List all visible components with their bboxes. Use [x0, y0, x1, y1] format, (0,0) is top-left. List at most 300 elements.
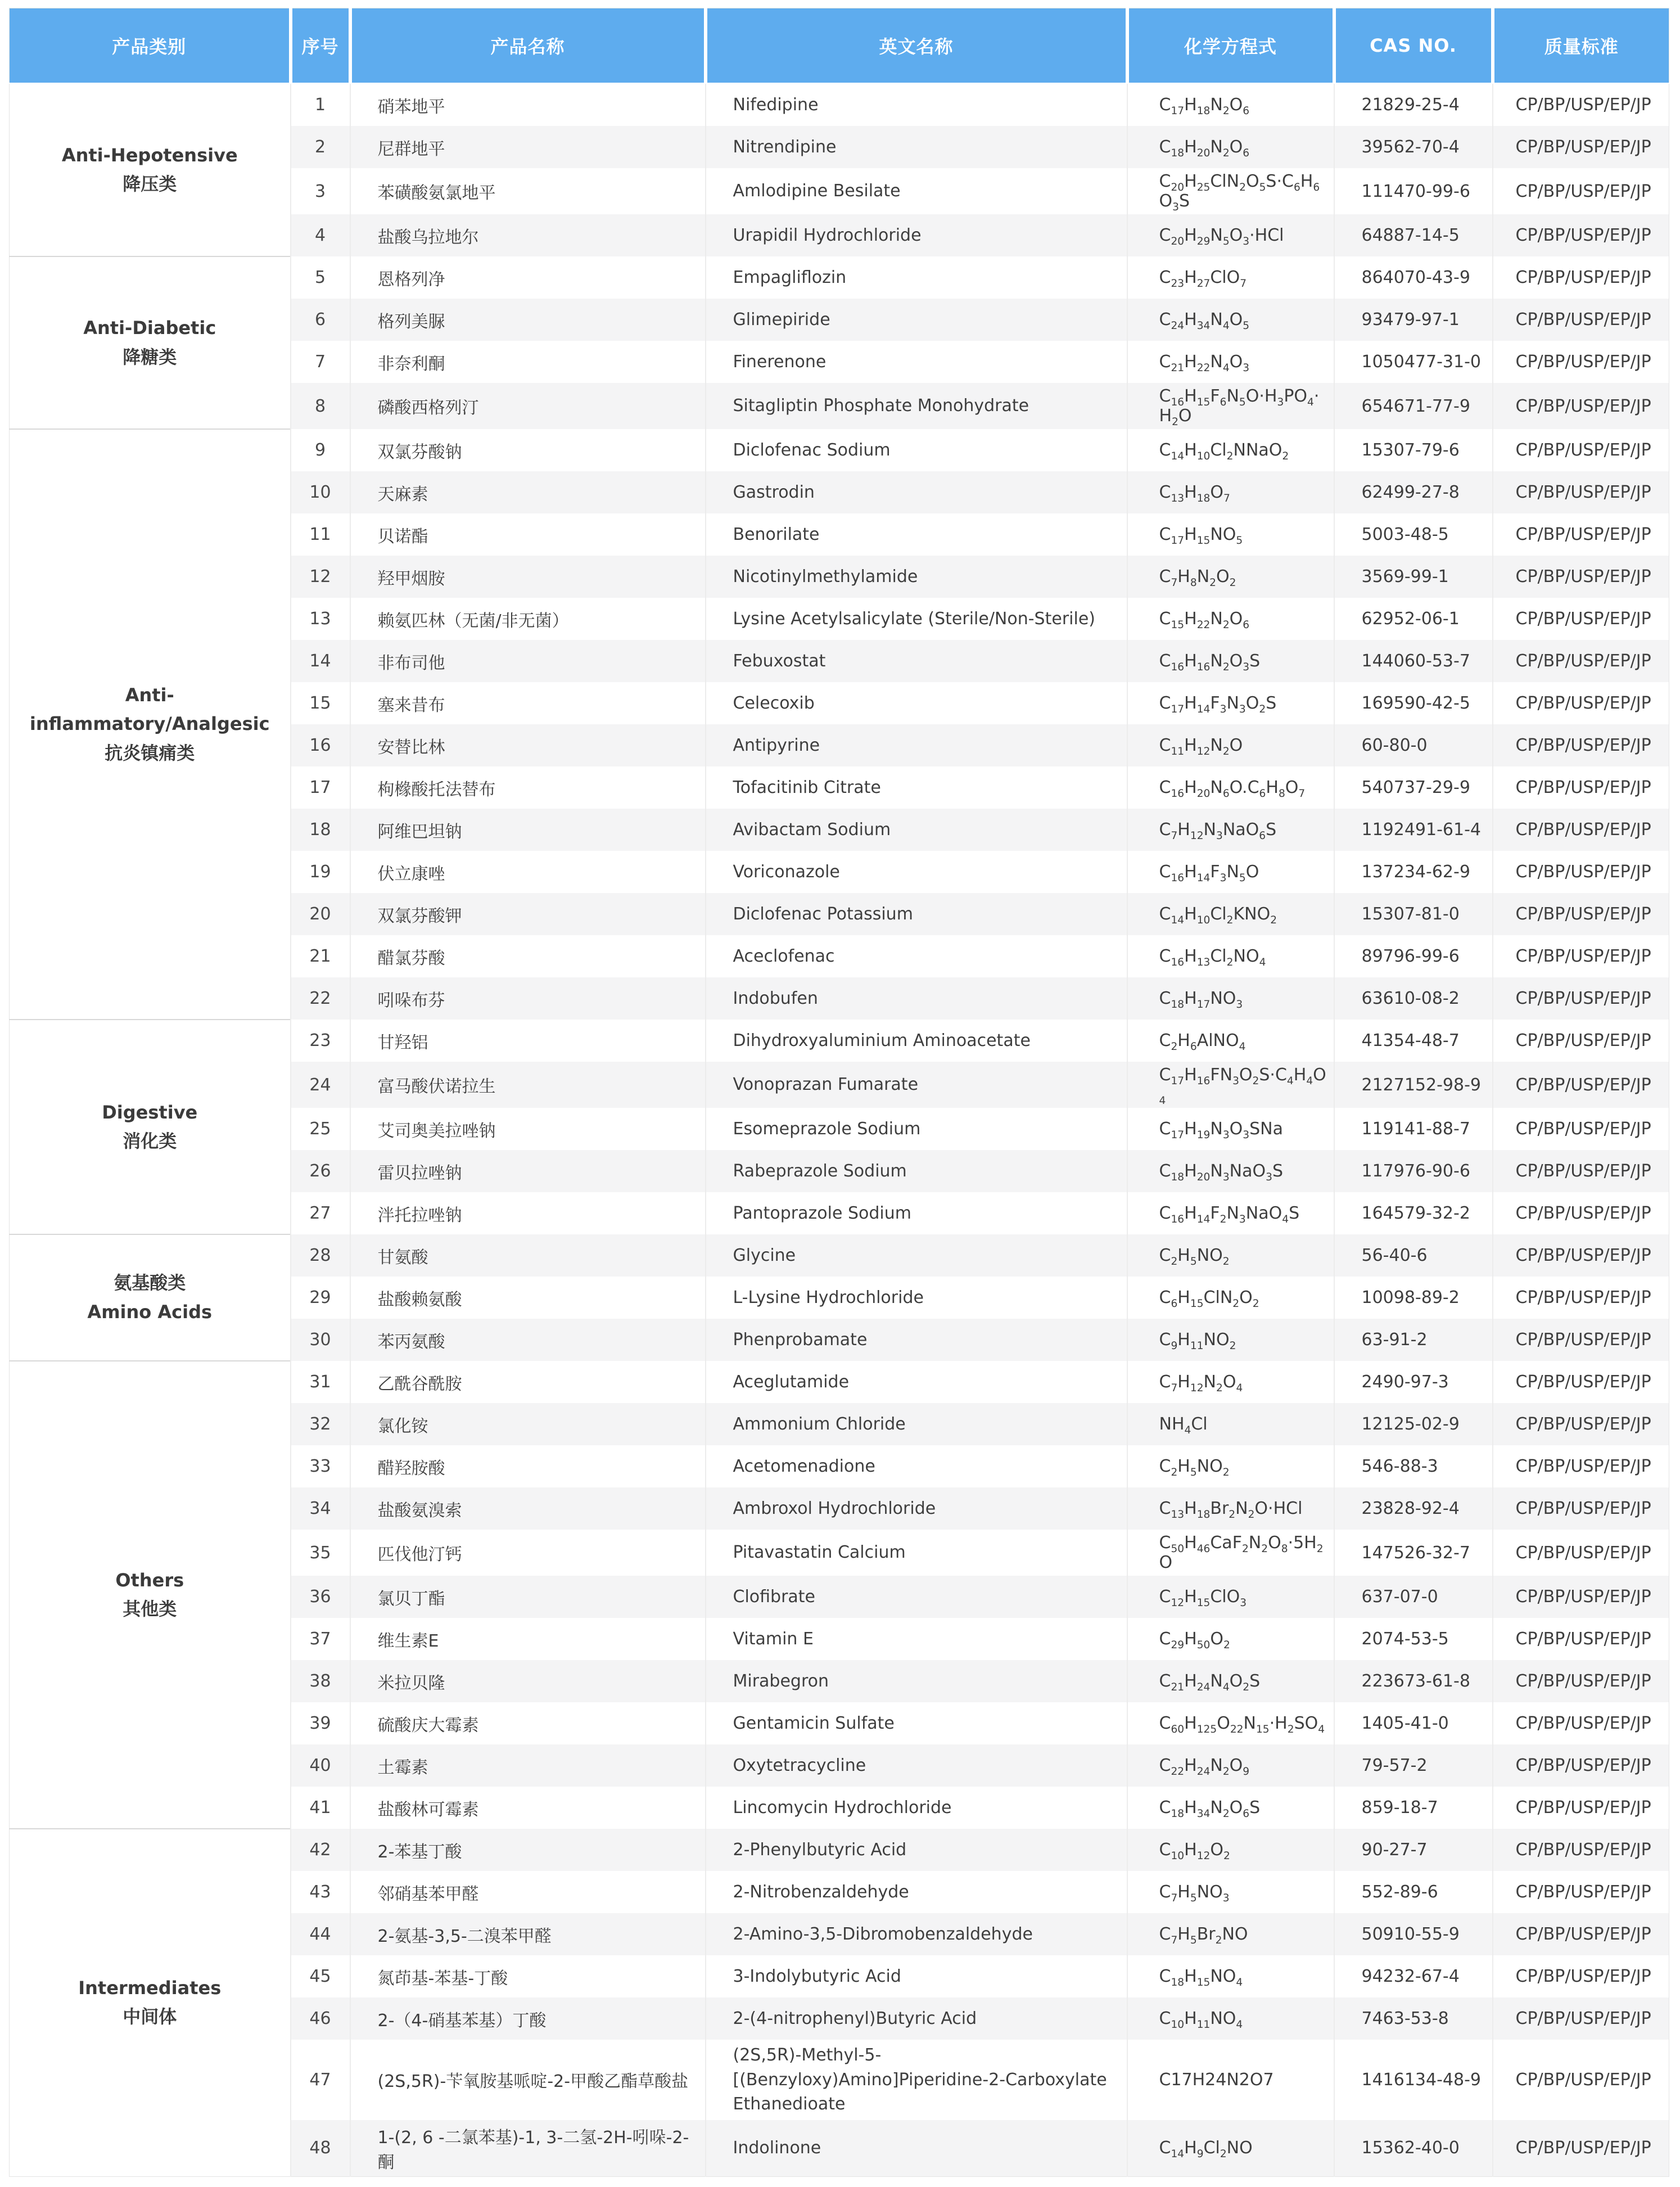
formula-cell: $C_{14}H_{10}Cl_2NNaO_2$: [1127, 429, 1334, 471]
formula-cell: $C_6H_{15}ClN_2O_2$: [1127, 1277, 1334, 1319]
product-name-en-cell: Pitavastatin Calcium: [706, 1530, 1127, 1576]
product-name-cn-cell: 盐酸赖氨酸: [350, 1277, 706, 1319]
product-name-en-cell: Mirabegron: [706, 1660, 1127, 1702]
product-name-cn-cell: 硫酸庆大霉素: [350, 1702, 706, 1744]
product-name-en-cell: Glimepiride: [706, 299, 1127, 341]
product-name-cn-cell: 塞来昔布: [350, 682, 706, 724]
quality-standard-cell: CP/BP/USP/EP/JP: [1493, 1062, 1669, 1108]
category-cell: [10, 1361, 291, 1829]
index-cell: 24: [291, 1062, 350, 1108]
quality-standard-cell: CP/BP/USP/EP/JP: [1493, 1487, 1669, 1530]
header-english-name: 英文名称: [706, 8, 1127, 84]
product-name-en-cell: Rabeprazole Sodium: [706, 1150, 1127, 1192]
cas-number-cell: 93479-97-1: [1334, 299, 1493, 341]
cas-number-cell: 62499-27-8: [1334, 471, 1493, 513]
index-cell: 35: [291, 1530, 350, 1576]
product-name-cn-cell: 1-(2, 6 -二氯苯基)-1, 3-二氢-2H-吲哚-2-酮: [350, 2120, 706, 2177]
index-cell: 29: [291, 1277, 350, 1319]
quality-standard-cell: CP/BP/USP/EP/JP: [1493, 1787, 1669, 1829]
index-cell: 48: [291, 2120, 350, 2177]
cas-number-cell: 117976-90-6: [1334, 1150, 1493, 1192]
quality-standard-cell: CP/BP/USP/EP/JP: [1493, 1319, 1669, 1361]
index-cell: 38: [291, 1660, 350, 1702]
index-cell: 32: [291, 1403, 350, 1445]
product-name-cn-cell: 尼群地平: [350, 126, 706, 168]
formula-cell: $C_{20}H_{29}N_5O_3\cdot HCl$: [1127, 214, 1334, 256]
product-name-en-cell: Celecoxib: [706, 682, 1127, 724]
product-name-en-cell: Glycine: [706, 1234, 1127, 1277]
index-cell: 6: [291, 299, 350, 341]
category-label: Others: [115, 1569, 184, 1591]
header-product-category: 产品类别: [10, 8, 291, 84]
product-name-cn-cell: 贝诺酯: [350, 513, 706, 556]
cas-number-cell: 5003-48-5: [1334, 513, 1493, 556]
product-name-cn-cell: 艾司奥美拉唑钠: [350, 1108, 706, 1150]
index-cell: 13: [291, 598, 350, 640]
product-name-en-cell: 2-Phenylbutyric Acid: [706, 1829, 1127, 1871]
index-cell: 33: [291, 1445, 350, 1487]
product-name-en-cell: Empagliflozin: [706, 256, 1127, 299]
product-name-en-cell: Phenprobamate: [706, 1319, 1127, 1361]
formula-cell: $C_{16}H_{14}F_3N_5O$: [1127, 851, 1334, 893]
product-name-cn-cell: 甘氨酸: [350, 1234, 706, 1277]
index-cell: 34: [291, 1487, 350, 1530]
index-cell: 8: [291, 383, 350, 429]
cas-number-cell: 64887-14-5: [1334, 214, 1493, 256]
cas-number-cell: 119141-88-7: [1334, 1108, 1493, 1150]
index-cell: 17: [291, 766, 350, 809]
product-name-en-cell: Gastrodin: [706, 471, 1127, 513]
product-name-cn-cell: 格列美脲: [350, 299, 706, 341]
product-name-cn-cell: 雷贝拉唑钠: [350, 1150, 706, 1192]
formula-cell: $C_{50}H_{46}CaF_2N_2O_8\cdot 5H_2O$: [1127, 1530, 1334, 1576]
product-name-cn-cell: 双氯芬酸钾: [350, 893, 706, 935]
page-frame: [9, 8, 1671, 2177]
quality-standard-cell: CP/BP/USP/EP/JP: [1493, 598, 1669, 640]
quality-standard-cell: CP/BP/USP/EP/JP: [1493, 1403, 1669, 1445]
product-name-cn-cell: 米拉贝隆: [350, 1660, 706, 1702]
product-name-cn-cell: 天麻素: [350, 471, 706, 513]
cas-number-cell: 546-88-3: [1334, 1445, 1493, 1487]
header-quality-standard: 质量标准: [1493, 8, 1669, 84]
category-label: 氨基酸类: [114, 1272, 186, 1294]
index-cell: 26: [291, 1150, 350, 1192]
cas-number-cell: 15307-79-6: [1334, 429, 1493, 471]
quality-standard-cell: CP/BP/USP/EP/JP: [1493, 383, 1669, 429]
index-cell: 3: [291, 168, 350, 214]
product-name-cn-cell: 赖氨匹林（无菌/非无菌）: [350, 598, 706, 640]
category-label: 降压类: [123, 173, 177, 195]
cas-number-cell: 50910-55-9: [1334, 1913, 1493, 1955]
formula-cell: $C_7H_{12}N_2O_4$: [1127, 1361, 1334, 1403]
product-name-cn-cell: 维生素E: [350, 1618, 706, 1660]
product-name-en-cell: Vitamin E: [706, 1618, 1127, 1660]
product-name-en-cell: Pantoprazole Sodium: [706, 1192, 1127, 1234]
product-name-cn-cell: 盐酸乌拉地尔: [350, 214, 706, 256]
cas-number-cell: 23828-92-4: [1334, 1487, 1493, 1530]
header-row: [10, 8, 1669, 84]
header-chemical-formula: 化学方程式: [1127, 8, 1334, 84]
products-table-body: [10, 83, 1669, 2176]
quality-standard-cell: CP/BP/USP/EP/JP: [1493, 1361, 1669, 1403]
formula-cell: $C_{13}H_{18}O_7$: [1127, 471, 1334, 513]
formula-cell: $C_7H_8N_2O_2$: [1127, 556, 1334, 598]
product-name-en-cell: Nitrendipine: [706, 126, 1127, 168]
product-name-cn-cell: 羟甲烟胺: [350, 556, 706, 598]
quality-standard-cell: CP/BP/USP/EP/JP: [1493, 1277, 1669, 1319]
product-name-en-cell: Voriconazole: [706, 851, 1127, 893]
cas-number-cell: 39562-70-4: [1334, 126, 1493, 168]
quality-standard-cell: CP/BP/USP/EP/JP: [1493, 1530, 1669, 1576]
quality-standard-cell: CP/BP/USP/EP/JP: [1493, 1913, 1669, 1955]
product-name-cn-cell: 氯贝丁酯: [350, 1576, 706, 1618]
category-label: 中间体: [123, 2006, 177, 2028]
formula-cell: $C_{17}H_{15}NO_5$: [1127, 513, 1334, 556]
quality-standard-cell: CP/BP/USP/EP/JP: [1493, 1702, 1669, 1744]
formula-cell: $C_{13}H_{18}Br_2N_2O\cdot HCl$: [1127, 1487, 1334, 1530]
table-row: [10, 429, 1669, 471]
product-name-en-cell: Clofibrate: [706, 1576, 1127, 1618]
quality-standard-cell: CP/BP/USP/EP/JP: [1493, 1150, 1669, 1192]
product-name-en-cell: 2-(4-nitrophenyl)Butyric Acid: [706, 1997, 1127, 2040]
product-name-cn-cell: 乙酰谷酰胺: [350, 1361, 706, 1403]
category-cell: [10, 1020, 291, 1234]
cas-number-cell: 223673-61-8: [1334, 1660, 1493, 1702]
product-name-cn-cell: 苯丙氨酸: [350, 1319, 706, 1361]
formula-cell: $C_{24}H_{34}N_4O_5$: [1127, 299, 1334, 341]
product-name-cn-cell: 盐酸林可霉素: [350, 1787, 706, 1829]
index-cell: 4: [291, 214, 350, 256]
cas-number-cell: 864070-43-9: [1334, 256, 1493, 299]
index-cell: 7: [291, 341, 350, 383]
cas-number-cell: 137234-62-9: [1334, 851, 1493, 893]
cas-number-cell: 859-18-7: [1334, 1787, 1493, 1829]
cas-number-cell: 2074-53-5: [1334, 1618, 1493, 1660]
cas-number-cell: 7463-53-8: [1334, 1997, 1493, 2040]
product-name-cn-cell: 阿维巴坦钠: [350, 809, 706, 851]
category-label: Anti-Diabetic: [83, 317, 216, 339]
product-name-en-cell: 2-Nitrobenzaldehyde: [706, 1871, 1127, 1913]
product-name-en-cell: Benorilate: [706, 513, 1127, 556]
index-cell: 23: [291, 1020, 350, 1062]
category-label: Digestive: [102, 1101, 198, 1123]
quality-standard-cell: CP/BP/USP/EP/JP: [1493, 935, 1669, 977]
product-name-cn-cell: 邻硝基苯甲醛: [350, 1871, 706, 1913]
index-cell: 15: [291, 682, 350, 724]
index-cell: 31: [291, 1361, 350, 1403]
table-row: [10, 1020, 1669, 1062]
formula-cell: $C_{18}H_{15}NO_4$: [1127, 1955, 1334, 1997]
cas-number-cell: 1405-41-0: [1334, 1702, 1493, 1744]
cas-number-cell: 41354-48-7: [1334, 1020, 1493, 1062]
product-name-cn-cell: 磷酸西格列汀: [350, 383, 706, 429]
formula-cell: $C_{29}H_{50}O_2$: [1127, 1618, 1334, 1660]
cas-number-cell: 654671-77-9: [1334, 383, 1493, 429]
formula-cell: $C_7H_5NO_3$: [1127, 1871, 1334, 1913]
formula-cell: $C_7H_5Br_2NO$: [1127, 1913, 1334, 1955]
formula-cell: $C_9H_{11}NO_2$: [1127, 1319, 1334, 1361]
formula-cell: $C_{21}H_{24}N_4O_2S$: [1127, 1660, 1334, 1702]
product-name-en-cell: Lincomycin Hydrochloride: [706, 1787, 1127, 1829]
index-cell: 40: [291, 1744, 350, 1787]
product-name-cn-cell: 双氯芬酸钠: [350, 429, 706, 471]
table-row: [10, 1829, 1669, 1871]
index-cell: 11: [291, 513, 350, 556]
cas-number-cell: 90-27-7: [1334, 1829, 1493, 1871]
formula-cell: C17H24N2O7: [1127, 2040, 1334, 2120]
formula-cell: $NH_4Cl$: [1127, 1403, 1334, 1445]
formula-cell: $C_{20}H_{25}ClN_2O_5S\cdot C_6H_6O_3S$: [1127, 168, 1334, 214]
quality-standard-cell: CP/BP/USP/EP/JP: [1493, 341, 1669, 383]
formula-cell: $C_{14}H_{10}Cl_2KNO_2$: [1127, 893, 1334, 935]
index-cell: 42: [291, 1829, 350, 1871]
product-name-en-cell: (2S,5R)-Methyl-5-[(Benzyloxy)Amino]Piperidine-2-Carboxylate Ethanedioate: [706, 2040, 1127, 2120]
cas-number-cell: 56-40-6: [1334, 1234, 1493, 1277]
formula-cell: $C_{18}H_{20}N_2O_6$: [1127, 126, 1334, 168]
product-name-en-cell: Vonoprazan Fumarate: [706, 1062, 1127, 1108]
index-cell: 19: [291, 851, 350, 893]
index-cell: 12: [291, 556, 350, 598]
formula-cell: $C_{14}H_9Cl_2NO$: [1127, 2120, 1334, 2177]
category-label: Anti-Hepotensive: [61, 144, 238, 166]
product-name-en-cell: Tofacitinib Citrate: [706, 766, 1127, 809]
quality-standard-cell: CP/BP/USP/EP/JP: [1493, 256, 1669, 299]
formula-cell: $C_{10}H_{12}O_2$: [1127, 1829, 1334, 1871]
products-table: [9, 8, 1669, 2177]
formula-cell: $C_{17}H_{19}N_3O_3SNa$: [1127, 1108, 1334, 1150]
product-name-en-cell: Oxytetracycline: [706, 1744, 1127, 1787]
product-name-en-cell: Aceglutamide: [706, 1361, 1127, 1403]
quality-standard-cell: CP/BP/USP/EP/JP: [1493, 1829, 1669, 1871]
product-name-cn-cell: 土霉素: [350, 1744, 706, 1787]
category-label: Anti-inflammatory/Analgesic: [29, 684, 270, 735]
product-name-en-cell: Acetomenadione: [706, 1445, 1127, 1487]
product-name-cn-cell: 氯化铵: [350, 1403, 706, 1445]
product-name-cn-cell: 匹伐他汀钙: [350, 1530, 706, 1576]
index-cell: 16: [291, 724, 350, 766]
product-name-en-cell: Ambroxol Hydrochloride: [706, 1487, 1127, 1530]
formula-cell: $C_2H_6AlNO_4$: [1127, 1020, 1334, 1062]
index-cell: 46: [291, 1997, 350, 2040]
product-name-cn-cell: 非布司他: [350, 640, 706, 682]
product-name-cn-cell: 2-（4-硝基苯基）丁酸: [350, 1997, 706, 2040]
index-cell: 2: [291, 126, 350, 168]
category-cell: [10, 429, 291, 1020]
cas-number-cell: 552-89-6: [1334, 1871, 1493, 1913]
product-name-cn-cell: 醋羟胺酸: [350, 1445, 706, 1487]
formula-cell: $C_{16}H_{13}Cl_2NO_4$: [1127, 935, 1334, 977]
header-product-name: 产品名称: [350, 8, 706, 84]
cas-number-cell: 164579-32-2: [1334, 1192, 1493, 1234]
cas-number-cell: 2490-97-3: [1334, 1361, 1493, 1403]
cas-number-cell: 2127152-98-9: [1334, 1062, 1493, 1108]
formula-cell: $C_{12}H_{15}ClO_3$: [1127, 1576, 1334, 1618]
cas-number-cell: 60-80-0: [1334, 724, 1493, 766]
product-name-en-cell: Indobufen: [706, 977, 1127, 1020]
quality-standard-cell: CP/BP/USP/EP/JP: [1493, 1618, 1669, 1660]
product-name-cn-cell: 枸橼酸托法替布: [350, 766, 706, 809]
cas-number-cell: 540737-29-9: [1334, 766, 1493, 809]
formula-cell: $C_{16}H_{20}N_6O.C_6H_8O_7$: [1127, 766, 1334, 809]
index-cell: 44: [291, 1913, 350, 1955]
quality-standard-cell: CP/BP/USP/EP/JP: [1493, 556, 1669, 598]
quality-standard-cell: CP/BP/USP/EP/JP: [1493, 682, 1669, 724]
formula-cell: $C_{17}H_{16}FN_3O_2S\cdot C_4H_4O_4$: [1127, 1062, 1334, 1108]
product-name-cn-cell: 盐酸氨溴索: [350, 1487, 706, 1530]
index-cell: 18: [291, 809, 350, 851]
product-name-cn-cell: 安替比林: [350, 724, 706, 766]
quality-standard-cell: CP/BP/USP/EP/JP: [1493, 851, 1669, 893]
header-cas-no: CAS NO.: [1334, 8, 1493, 84]
index-cell: 14: [291, 640, 350, 682]
product-name-en-cell: Gentamicin Sulfate: [706, 1702, 1127, 1744]
category-label: 其他类: [123, 1598, 177, 1620]
quality-standard-cell: CP/BP/USP/EP/JP: [1493, 977, 1669, 1020]
quality-standard-cell: CP/BP/USP/EP/JP: [1493, 1234, 1669, 1277]
product-name-cn-cell: 恩格列净: [350, 256, 706, 299]
cas-number-cell: 169590-42-5: [1334, 682, 1493, 724]
cas-number-cell: 1192491-61-4: [1334, 809, 1493, 851]
index-cell: 41: [291, 1787, 350, 1829]
cas-number-cell: 62952-06-1: [1334, 598, 1493, 640]
quality-standard-cell: CP/BP/USP/EP/JP: [1493, 1445, 1669, 1487]
cas-number-cell: 15362-40-0: [1334, 2120, 1493, 2177]
quality-standard-cell: CP/BP/USP/EP/JP: [1493, 1192, 1669, 1234]
cas-number-cell: 12125-02-9: [1334, 1403, 1493, 1445]
cas-number-cell: 63610-08-2: [1334, 977, 1493, 1020]
index-cell: 10: [291, 471, 350, 513]
product-name-cn-cell: 非奈利酮: [350, 341, 706, 383]
index-cell: 43: [291, 1871, 350, 1913]
quality-standard-cell: CP/BP/USP/EP/JP: [1493, 1744, 1669, 1787]
category-label: Amino Acids: [87, 1301, 213, 1323]
cas-number-cell: 21829-25-4: [1334, 83, 1493, 126]
quality-standard-cell: CP/BP/USP/EP/JP: [1493, 766, 1669, 809]
formula-cell: $C_{16}H_{16}N_2O_3S$: [1127, 640, 1334, 682]
quality-standard-cell: CP/BP/USP/EP/JP: [1493, 893, 1669, 935]
quality-standard-cell: CP/BP/USP/EP/JP: [1493, 471, 1669, 513]
quality-standard-cell: CP/BP/USP/EP/JP: [1493, 299, 1669, 341]
cas-number-cell: 147526-32-7: [1334, 1530, 1493, 1576]
index-cell: 39: [291, 1702, 350, 1744]
index-cell: 45: [291, 1955, 350, 1997]
index-cell: 36: [291, 1576, 350, 1618]
cas-number-cell: 63-91-2: [1334, 1319, 1493, 1361]
cas-number-cell: 89796-99-6: [1334, 935, 1493, 977]
formula-cell: $C_{18}H_{20}N_3NaO_3S$: [1127, 1150, 1334, 1192]
product-name-en-cell: Urapidil Hydrochloride: [706, 214, 1127, 256]
formula-cell: $C_{17}H_{18}N_2O_6$: [1127, 83, 1334, 126]
quality-standard-cell: CP/BP/USP/EP/JP: [1493, 429, 1669, 471]
product-name-cn-cell: 伏立康唑: [350, 851, 706, 893]
index-cell: 1: [291, 83, 350, 126]
index-cell: 9: [291, 429, 350, 471]
product-name-cn-cell: 富马酸伏诺拉生: [350, 1062, 706, 1108]
product-name-en-cell: Amlodipine Besilate: [706, 168, 1127, 214]
product-name-cn-cell: 吲哚布芬: [350, 977, 706, 1020]
category-cell: [10, 1829, 291, 2176]
product-name-cn-cell: 氮茚基-苯基-丁酸: [350, 1955, 706, 1997]
quality-standard-cell: CP/BP/USP/EP/JP: [1493, 1955, 1669, 1997]
product-name-en-cell: Diclofenac Sodium: [706, 429, 1127, 471]
index-cell: 25: [291, 1108, 350, 1150]
product-name-cn-cell: 硝苯地平: [350, 83, 706, 126]
table-row: [10, 256, 1669, 299]
cas-number-cell: 144060-53-7: [1334, 640, 1493, 682]
product-name-cn-cell: 醋氯芬酸: [350, 935, 706, 977]
index-cell: 20: [291, 893, 350, 935]
quality-standard-cell: CP/BP/USP/EP/JP: [1493, 724, 1669, 766]
quality-standard-cell: CP/BP/USP/EP/JP: [1493, 1576, 1669, 1618]
formula-cell: $C_{23}H_{27}ClO_7$: [1127, 256, 1334, 299]
table-header: [10, 8, 1669, 84]
category-label: 消化类: [123, 1130, 177, 1152]
formula-cell: $C_{11}H_{12}N_2O$: [1127, 724, 1334, 766]
table-row: [10, 83, 1669, 126]
quality-standard-cell: CP/BP/USP/EP/JP: [1493, 2040, 1669, 2120]
product-name-cn-cell: 2-苯基丁酸: [350, 1829, 706, 1871]
product-name-cn-cell: 苯磺酸氨氯地平: [350, 168, 706, 214]
product-name-en-cell: Aceclofenac: [706, 935, 1127, 977]
cas-number-cell: 79-57-2: [1334, 1744, 1493, 1787]
index-cell: 27: [291, 1192, 350, 1234]
index-cell: 30: [291, 1319, 350, 1361]
category-cell: [10, 83, 291, 256]
formula-cell: $C_{17}H_{14}F_3N_3O_2S$: [1127, 682, 1334, 724]
category-cell: [10, 1234, 291, 1361]
category-label: 降糖类: [123, 346, 177, 368]
index-cell: 28: [291, 1234, 350, 1277]
quality-standard-cell: CP/BP/USP/EP/JP: [1493, 2120, 1669, 2177]
formula-cell: $C_{18}H_{17}NO_3$: [1127, 977, 1334, 1020]
product-name-en-cell: Sitagliptin Phosphate Monohydrate: [706, 383, 1127, 429]
quality-standard-cell: CP/BP/USP/EP/JP: [1493, 126, 1669, 168]
product-name-en-cell: 3-Indolybutyric Acid: [706, 1955, 1127, 1997]
product-name-en-cell: Lysine Acetylsalicylate (Sterile/Non-Sterile): [706, 598, 1127, 640]
product-name-cn-cell: 泮托拉唑钠: [350, 1192, 706, 1234]
quality-standard-cell: CP/BP/USP/EP/JP: [1493, 1660, 1669, 1702]
index-cell: 22: [291, 977, 350, 1020]
product-name-en-cell: Esomeprazole Sodium: [706, 1108, 1127, 1150]
formula-cell: $C_{22}H_{24}N_2O_9$: [1127, 1744, 1334, 1787]
formula-cell: $C_2H_5NO_2$: [1127, 1445, 1334, 1487]
product-name-en-cell: 2-Amino-3,5-Dibromobenzaldehyde: [706, 1913, 1127, 1955]
formula-cell: $C_{16}H_{14}F_2N_3NaO_4S$: [1127, 1192, 1334, 1234]
quality-standard-cell: CP/BP/USP/EP/JP: [1493, 640, 1669, 682]
product-name-en-cell: Ammonium Chloride: [706, 1403, 1127, 1445]
product-name-en-cell: Indolinone: [706, 2120, 1127, 2177]
product-name-en-cell: Dihydroxyaluminium Aminoacetate: [706, 1020, 1127, 1062]
formula-cell: $C_{16}H_{15}F_6N_5O\cdot H_3PO_4\cdot H_2O$: [1127, 383, 1334, 429]
cas-number-cell: 637-07-0: [1334, 1576, 1493, 1618]
index-cell: 47: [291, 2040, 350, 2120]
quality-standard-cell: CP/BP/USP/EP/JP: [1493, 1997, 1669, 2040]
product-name-en-cell: Diclofenac Potassium: [706, 893, 1127, 935]
category-label: 抗炎镇痛类: [105, 742, 195, 764]
formula-cell: $C_{21}H_{22}N_4O_3$: [1127, 341, 1334, 383]
index-cell: 5: [291, 256, 350, 299]
header-index: 序号: [291, 8, 350, 84]
formula-cell: $C_7H_{12}N_3NaO_6S$: [1127, 809, 1334, 851]
cas-number-cell: 10098-89-2: [1334, 1277, 1493, 1319]
table-row: [10, 1361, 1669, 1403]
product-name-en-cell: Nicotinylmethylamide: [706, 556, 1127, 598]
cas-number-cell: 3569-99-1: [1334, 556, 1493, 598]
product-name-en-cell: Avibactam Sodium: [706, 809, 1127, 851]
quality-standard-cell: CP/BP/USP/EP/JP: [1493, 513, 1669, 556]
product-name-en-cell: Febuxostat: [706, 640, 1127, 682]
quality-standard-cell: CP/BP/USP/EP/JP: [1493, 1108, 1669, 1150]
